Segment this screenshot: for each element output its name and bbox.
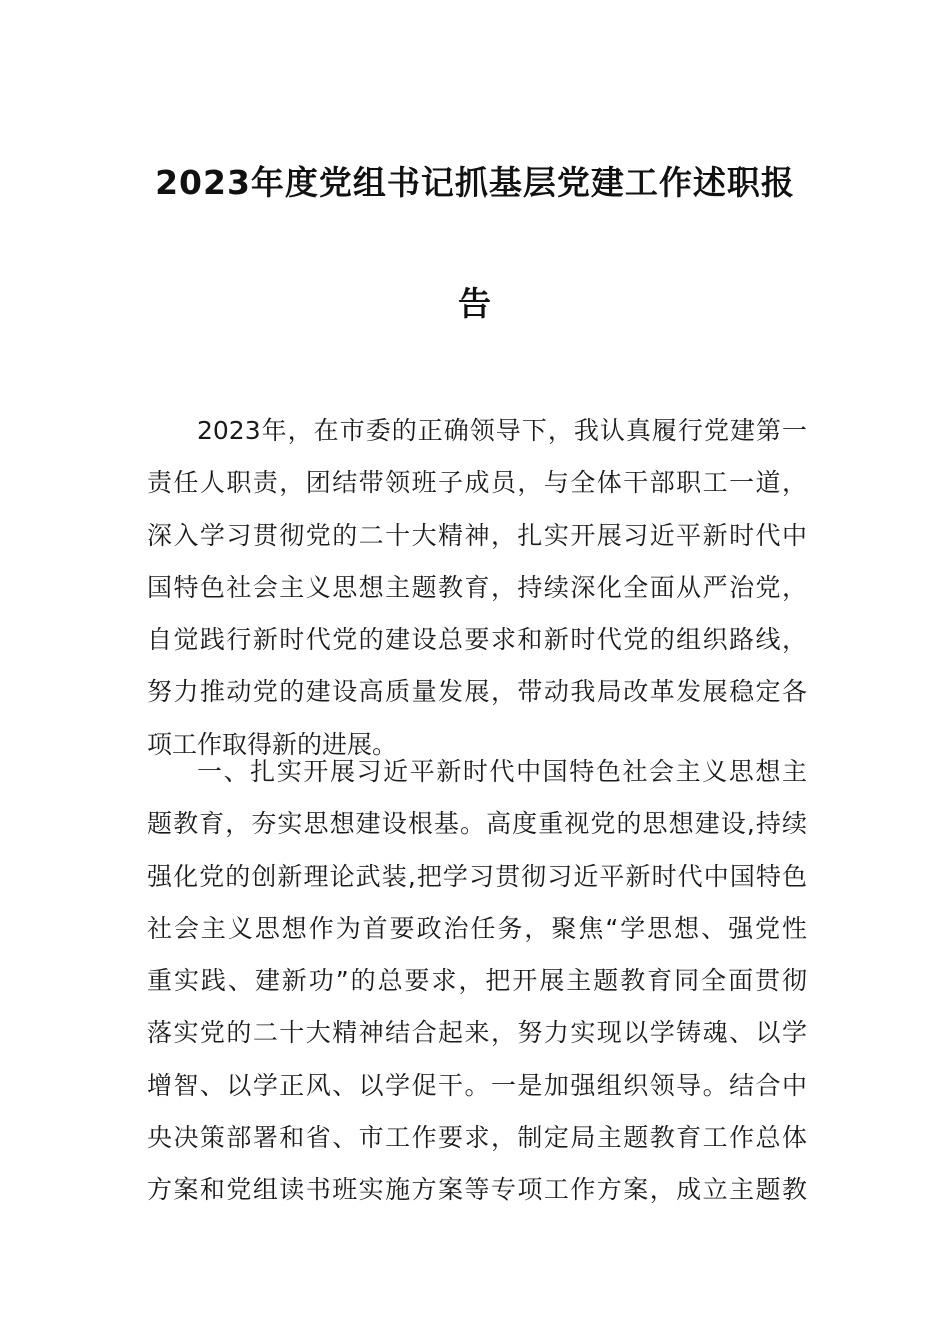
paragraph-1-line-3: 深入学习贯彻党的二十大精神，扎实开展习近平新时代中 [147,520,807,550]
paragraph-1-line-4: 国特色社会主义思想主题教育，持续深化全面从严治党， [147,572,807,602]
paragraph-2-line-8: 央决策部署和省、市工作要求，制定局主题教育工作总体 [147,1123,807,1153]
paragraph-2-line-2: 题教育，夯实思想建设根基。高度重视党的思想建设,持续 [147,809,807,839]
paragraph-2-line-6: 落实党的二十大精神结合起来，努力实现以学铸魂、以学 [147,1018,807,1048]
document-title-line-2: 告 [458,284,492,323]
paragraph-2 [147,746,807,1217]
paragraph-2-line-7: 增智、以学正风、以学促干。一是加强组织领导。结合中 [147,1070,807,1100]
paragraph-2-line-3: 强化党的创新理论武装,把学习贯彻习近平新时代中国特色 [147,861,807,891]
paragraph-1-line-7: 项工作取得新的进展。 [147,729,398,759]
paragraph-2-line-1: 一、扎实开展习近平新时代中国特色社会主义思想主 [197,757,807,786]
document-title-line-1: 2023年度党组书记抓基层党建工作述职报 [155,163,795,202]
paragraph-2-line-4: 社会主义思想作为首要政治任务，聚焦“学思想、强党性 [147,913,807,943]
paragraph-2-line-5: 重实践、建新功”的总要求，把开展主题教育同全面贯彻 [147,966,807,996]
paragraph-1-line-6: 努力推动党的建设高质量发展，带动我局改革发展稳定各 [147,677,807,707]
paragraph-1-line-5: 自觉践行新时代党的建设总要求和新时代党的组织路线， [147,625,807,655]
paragraph-1-line-2: 责任人职责，团结带领班子成员，与全体干部职工一道， [147,468,807,498]
paragraph-2-line-9: 方案和党组读书班实施方案等专项工作方案，成立主题教 [147,1175,807,1205]
paragraph-1 [147,405,807,771]
paragraph-1-line-1: 2023年，在市委的正确领导下，我认真履行党建第一 [197,416,807,445]
